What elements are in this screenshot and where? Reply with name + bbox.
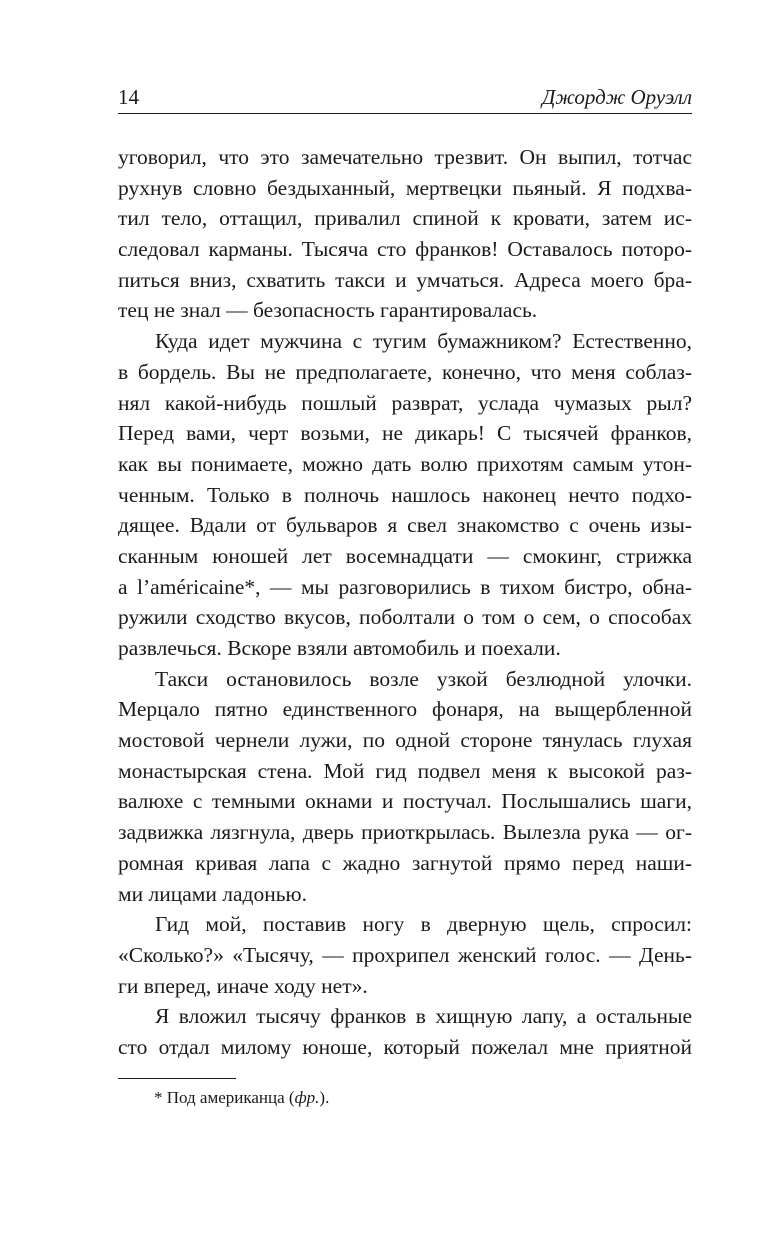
text-line: сканным юношей лет восемнадцати — смокинг, стрижка bbox=[118, 543, 692, 568]
text-line: Куда идет мужчина с тугим бумажником? Естественно, bbox=[155, 329, 692, 354]
text-line: ружили сходство вкусов, поболтали о том о сем, о способах bbox=[118, 605, 692, 630]
text-line: задвижка лязгнула, дверь приоткрылась. Вылезла рука — ог- bbox=[118, 820, 692, 845]
text-line: Такси остановилось возле узкой безлюдной улочки. bbox=[155, 666, 692, 691]
text-line: валюхе с темными окнами и постучал. Послышались шаги, bbox=[118, 789, 692, 814]
text-line: Гид мой, поставив ногу в дверную щель, спросил: bbox=[155, 912, 692, 937]
text-line: следовал карманы. Тысяча сто франков! Оставалось поторо- bbox=[118, 237, 692, 262]
page-number: 14 bbox=[118, 85, 139, 109]
text-line: ги вперед, иначе ходу нет». bbox=[118, 973, 368, 998]
text-line: развлечься. Вскоре взяли автомобиль и поехали. bbox=[118, 636, 561, 660]
header-rule bbox=[118, 113, 692, 114]
text-line: мостовой чернели лужи, по одной стороне тянулась глухая bbox=[118, 728, 692, 753]
text-line: ми лицами ладонью. bbox=[118, 881, 307, 906]
paragraph bbox=[118, 1001, 692, 1062]
text-line: тец не знал — безопасность гарантировалась. bbox=[118, 298, 538, 323]
text-line: Я вложил тысячу франков в хищную лапу, а остальные bbox=[155, 1004, 692, 1029]
text-line: рухнув словно бездыханный, мертвецки пьяный. Я подхва- bbox=[118, 175, 692, 200]
text-line: в бордель. Вы не предполагаете, конечно, что меня соблаз- bbox=[118, 359, 692, 384]
text-line: ченным. Только в полночь нашлось наконец нечто подхо- bbox=[118, 482, 692, 507]
text-line: монастырская стена. Мой гид подвел меня к высокой раз- bbox=[118, 758, 692, 783]
running-title: Джордж Оруэлл bbox=[542, 85, 692, 109]
footnote-abbreviation: фр. bbox=[294, 1088, 320, 1107]
text-line: тил тело, оттащил, привалил спиной к кровати, затем ис- bbox=[118, 206, 692, 231]
body-text bbox=[118, 142, 692, 1063]
paragraph bbox=[118, 326, 692, 664]
text-line: как вы понимаете, можно дать волю прихотям самым утон- bbox=[118, 451, 692, 476]
footnote-text: * Под американца ( bbox=[154, 1088, 295, 1107]
text-line: сто отдал милому юноше, который пожелал мне приятной bbox=[118, 1034, 692, 1059]
text-line: питься вниз, схватить такси и умчаться. Адреса моего бра- bbox=[118, 267, 692, 292]
text-line: ромная кривая лапа с жадно загнутой прямо перед наши- bbox=[118, 850, 692, 875]
footnote-rule bbox=[118, 1078, 236, 1079]
paragraph bbox=[118, 142, 692, 326]
page-header bbox=[118, 83, 692, 115]
text-line: нял какой-нибудь пошлый разврат, услада чумазых рыл? bbox=[118, 390, 692, 415]
footnote bbox=[154, 1087, 329, 1109]
text-line: Мерцало пятно единственного фонаря, на выщербленной bbox=[118, 697, 692, 722]
text-line: дящее. Вдали от бульваров я свел знакомство с очень изы- bbox=[118, 513, 692, 538]
text-line: a l’américaine*, — мы разговорились в тихом бистро, обна- bbox=[118, 574, 692, 599]
paragraph bbox=[118, 664, 692, 910]
text-line: уговорил, что это замечательно трезвит. Он выпил, тотчас bbox=[118, 145, 692, 169]
paragraph bbox=[118, 909, 692, 1001]
footnote-text-end: ). bbox=[319, 1088, 330, 1107]
text-line: Перед вами, черт возьми, не дикарь! С тысячей франков, bbox=[118, 421, 692, 446]
text-line: «Сколько?» «Тысячу, — прохрипел женский голос. — День- bbox=[118, 942, 692, 967]
